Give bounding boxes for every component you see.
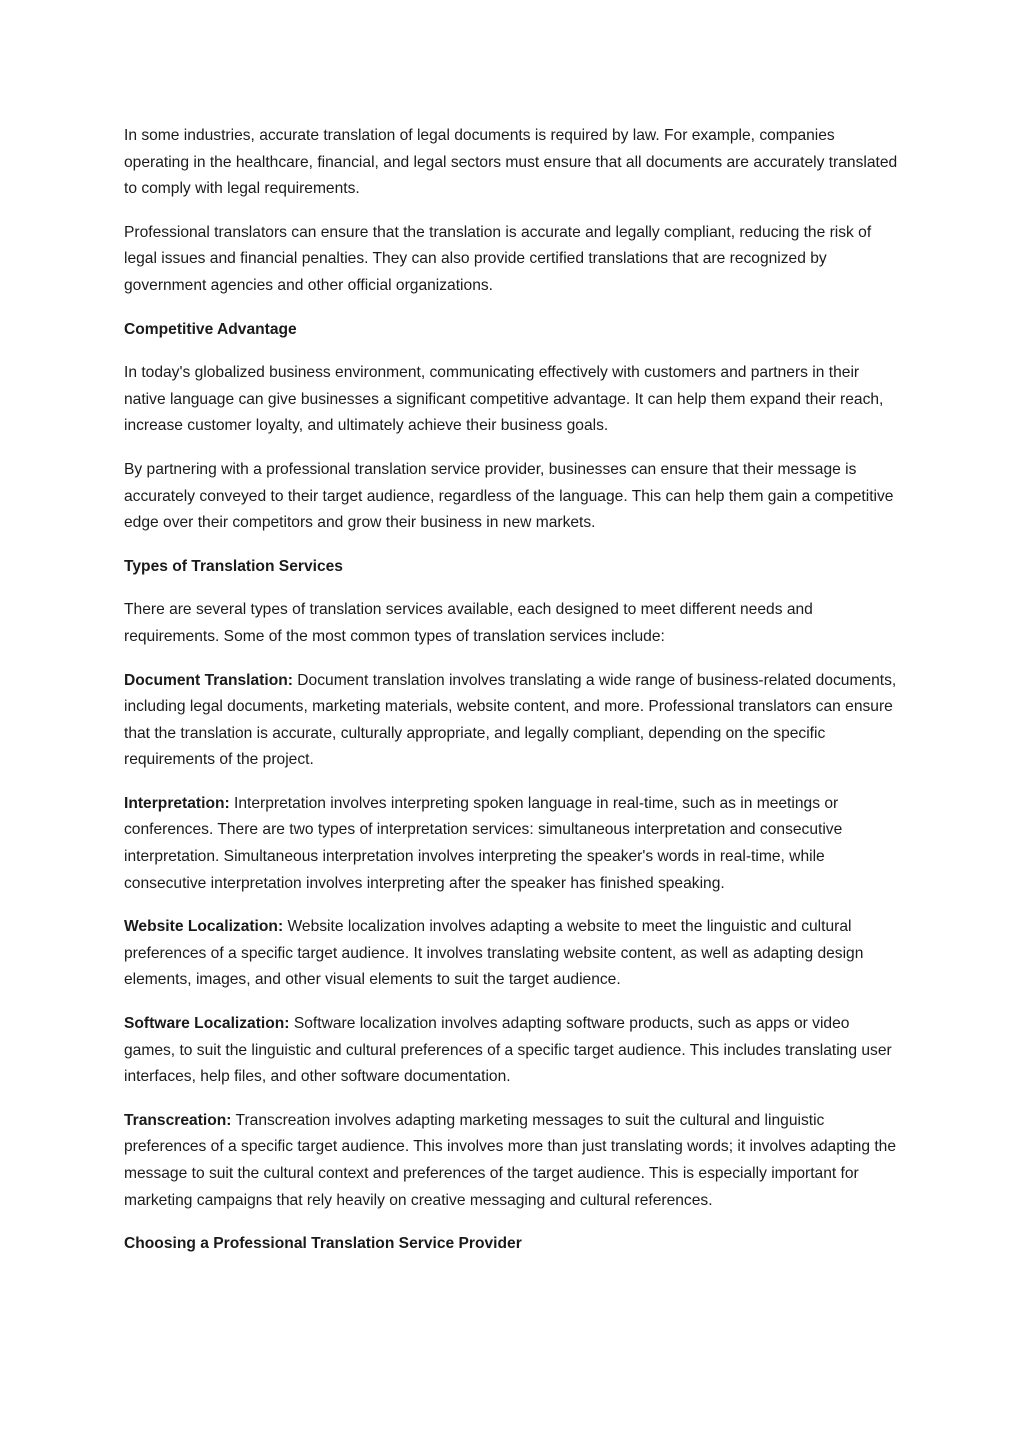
heading-choosing-provider: Choosing a Professional Translation Service Provider [124,1235,522,1253]
paragraph-legal-requirements: In some industries, accurate translation of legal documents is required by law. For example, companies operating in the healthcare, financial, and legal sectors must ensure that all documents are accurately translated to comply with legal requirements. [124,127,898,198]
service-description: Interpretation involves interpreting spoken language in real-time, such as in meetings or conferences. There are two types of interpretation services: simultaneous interpretation and consecutive interpretation. Simultaneous interpretation involves interpreting the speaker's words in real-time, while consecutive interpretation involves interpreting after the speaker has finished speaking. [124,794,843,892]
service-document-translation [124,668,904,774]
paragraph-partnering: By partnering with a professional translation service provider, businesses can ensure that their message is accurately conveyed to their target audience, regardless of the language. This can help them gain a competitive edge over their competitors and grow their business in new markets. [124,460,894,532]
document-page [124,123,904,1275]
service-term: Document Translation: [124,671,293,689]
heading-competitive-advantage: Competitive Advantage [124,320,297,338]
service-interpretation [124,791,904,897]
paragraph-types-intro: There are several types of translation services available, each designed to meet different needs and requirements. Some of the most common types of translation services include: [124,601,813,645]
service-description: Transcreation involves adapting marketing messages to suit the cultural and linguistic preferences of a specific target audience. This involves more than just translating words; it involves adapting the message to suit the cultural context and preferences of the target audience. This is especially important for marketing campaigns that rely heavily on creative messaging and cultural references. [124,1111,897,1209]
service-description: Website localization involves adapting a website to meet the linguistic and cultural preferences of a specific target audience. It involves translating website content, as well as adapting design elements, images, and other visual elements to suit the target audience. [124,918,864,989]
service-term: Interpretation: [124,794,230,812]
service-term: Transcreation: [124,1111,232,1129]
service-website-localization [124,914,904,994]
service-description: Document translation involves translating a wide range of business-related documents, including legal documents, marketing materials, website content, and more. Professional translators can ensure that the translation is accurate, culturally appropriate, and legally compliant, depending on the specific requirements of the project. [124,671,897,769]
service-term: Software Localization: [124,1015,290,1033]
service-software-localization [124,1011,904,1091]
paragraph-professional-translators: Professional translators can ensure that the translation is accurate and legally compliant, reducing the risk of legal issues and financial penalties. They can also provide certified translations that are recognized by government agencies and other official organizations. [124,223,872,294]
service-description: Software localization involves adapting software products, such as apps or video games, to suit the linguistic and cultural preferences of a specific target audience. This includes translating user interfaces, help files, and other software documentation. [124,1015,892,1086]
service-term: Website Localization: [124,918,284,936]
heading-types-of-services: Types of Translation Services [124,557,343,575]
paragraph-globalized-environment: In today's globalized business environment, communicating effectively with customers and partners in their native language can give businesses a significant competitive advantage. It can help them expand their reach, increase customer loyalty, and ultimately achieve their business goals. [124,364,884,435]
service-transcreation [124,1108,904,1214]
